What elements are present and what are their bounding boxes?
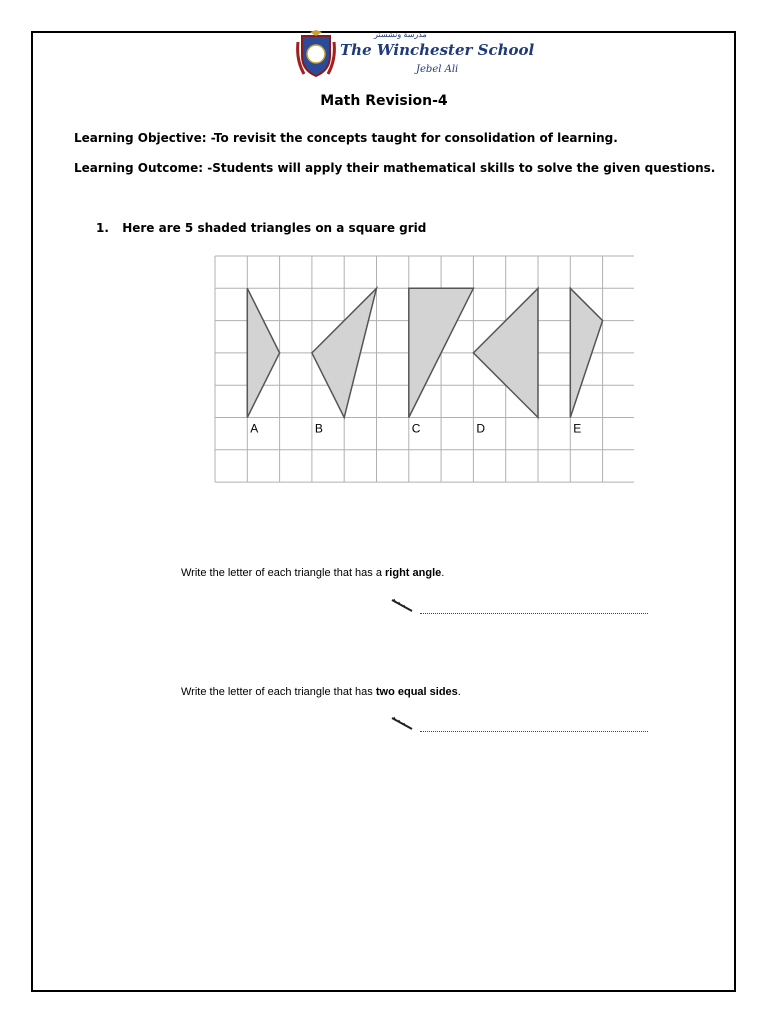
school-arabic-text: مدرسة ونشستر bbox=[374, 30, 427, 39]
answer-line-right-angle[interactable] bbox=[390, 598, 650, 614]
prompt-punctuation: . bbox=[441, 567, 445, 579]
triangle-label: D bbox=[476, 421, 486, 436]
school-logo bbox=[296, 30, 535, 82]
answer-dotted-line bbox=[420, 730, 648, 732]
question-text: Here are 5 shaded triangles on a square grid bbox=[122, 221, 427, 235]
question-number: 1. bbox=[96, 221, 109, 235]
triangle-a bbox=[247, 288, 279, 417]
prompt-text: Write the letter of each triangle that has bbox=[181, 686, 376, 698]
triangle-label: B bbox=[314, 421, 323, 436]
triangle-label: E bbox=[573, 421, 582, 436]
prompt-right-angle bbox=[181, 567, 444, 579]
prompt-punctuation: . bbox=[457, 686, 461, 698]
prompt-two-equal-sides bbox=[181, 686, 461, 698]
prompt-bold-text: right angle bbox=[385, 567, 442, 579]
learning-outcome: Learning Outcome: -Students will apply their mathematical skills to solve the given questions. bbox=[74, 161, 716, 175]
answer-dotted-line bbox=[420, 612, 648, 614]
triangle-grid bbox=[214, 255, 634, 495]
school-name: The Winchester School bbox=[340, 41, 535, 59]
school-crest-icon bbox=[296, 30, 336, 82]
square-grid bbox=[214, 255, 634, 490]
school-location: Jebel Ali bbox=[416, 64, 459, 75]
page-border bbox=[31, 31, 736, 992]
learning-objective: Learning Objective: -To revisit the concepts taught for consolidation of learning. bbox=[74, 131, 618, 145]
prompt-bold-text: two equal sides bbox=[375, 686, 458, 698]
answer-line-two-equal-sides[interactable] bbox=[390, 716, 650, 732]
question-1 bbox=[96, 221, 426, 235]
prompt-text: Write the letter of each triangle that has a bbox=[181, 567, 386, 579]
pencil-icon bbox=[390, 598, 418, 614]
page-title: Math Revision-4 bbox=[320, 93, 448, 109]
pencil-icon bbox=[390, 716, 418, 732]
triangle-label: C bbox=[411, 421, 421, 436]
triangle-label: A bbox=[250, 421, 259, 436]
